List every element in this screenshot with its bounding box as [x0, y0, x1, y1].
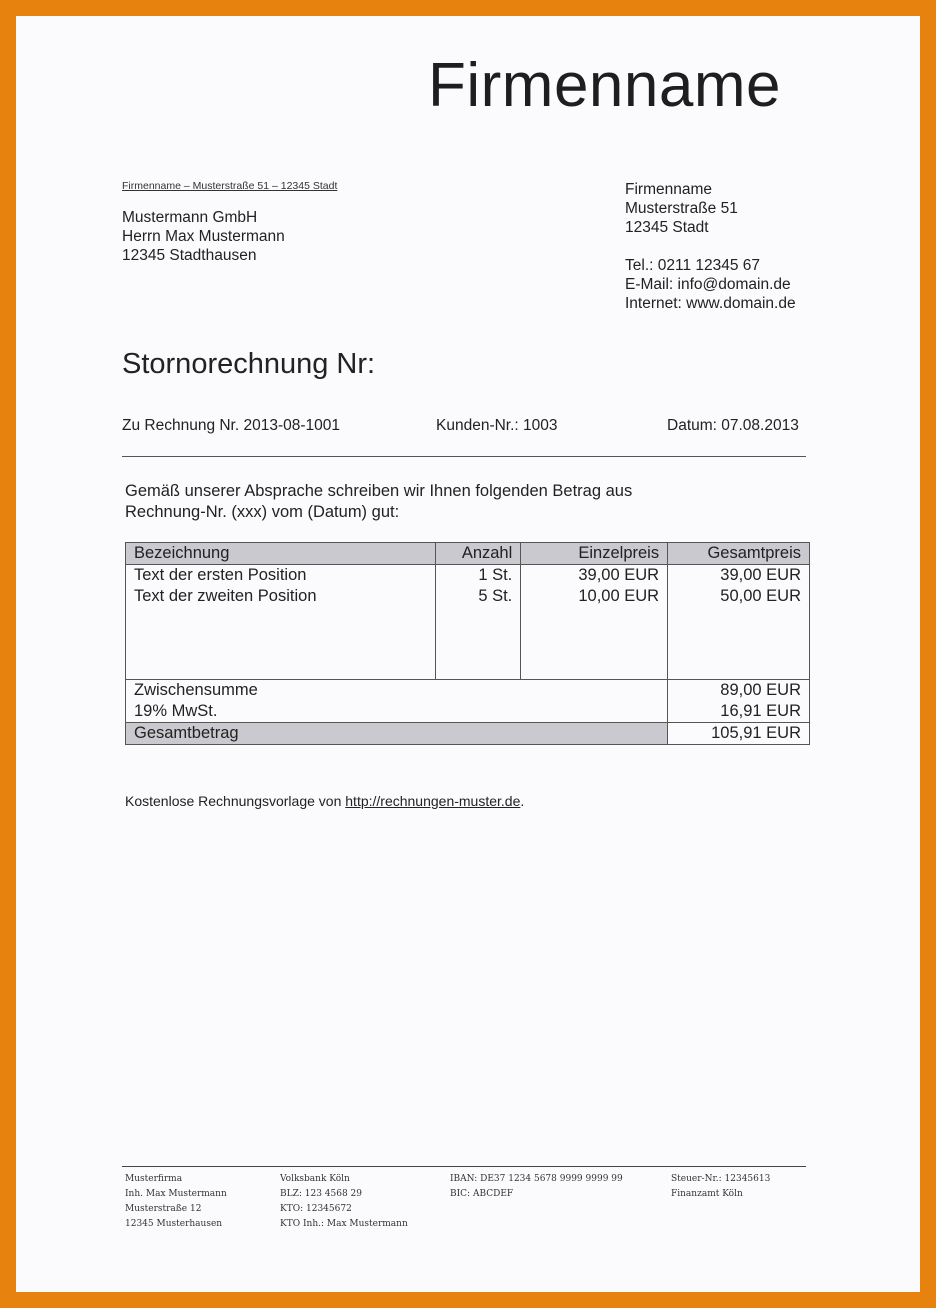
intro-line-2: Rechnung-Nr. (xxx) vom (Datum) gut:: [125, 503, 400, 521]
footer-company: [125, 1172, 227, 1232]
company-street: Musterstraße 51: [625, 200, 738, 217]
template-link[interactable]: http://rechnungen-muster.de: [345, 793, 521, 809]
footer-bank: [280, 1172, 408, 1232]
footer-text: Finanzamt Köln: [671, 1189, 743, 1199]
recipient-line-2: Herrn Max Mustermann: [122, 228, 285, 245]
company-name: Firmenname: [625, 181, 712, 198]
footnote-end: .: [520, 793, 525, 809]
customer-number: Kunden-Nr.: 1003: [436, 417, 558, 434]
company-internet: Internet: www.domain.de: [625, 295, 796, 312]
item-total: 39,00 EUR: [668, 565, 810, 587]
footer-text: Musterstraße 12: [125, 1204, 202, 1214]
vat-label: 19% MwSt.: [126, 701, 668, 723]
item-description: Text der ersten Position: [126, 565, 436, 587]
empty-row: [126, 607, 810, 680]
footer-text: BLZ: 123 4568 29: [280, 1189, 362, 1199]
item-description: Text der zweiten Position: [126, 586, 436, 607]
recipient-address: [122, 208, 285, 265]
item-unit-price: 39,00 EUR: [521, 565, 668, 587]
footnote: [125, 793, 524, 809]
header-anzahl: Anzahl: [436, 543, 521, 565]
subtotal-value: 89,00 EUR: [668, 680, 810, 702]
vat-value: 16,91 EUR: [668, 701, 810, 723]
footer-text: KTO: 12345672: [280, 1204, 352, 1214]
line-items-table: [125, 542, 810, 745]
total-label: Gesamtbetrag: [126, 723, 668, 745]
company-tel: Tel.: 0211 12345 67: [625, 257, 761, 274]
document-title: Stornorechnung Nr:: [122, 348, 376, 380]
subtotal-row: [126, 680, 810, 702]
item-total: 50,00 EUR: [668, 586, 810, 607]
company-email: E-Mail: info@domain.de: [625, 276, 791, 293]
company-city: 12345 Stadt: [625, 219, 709, 236]
intro-text: [125, 481, 632, 523]
footer-text: Inh. Max Mustermann: [125, 1189, 227, 1199]
document-date: Datum: 07.08.2013: [667, 417, 799, 434]
item-quantity: 5 St.: [436, 586, 521, 607]
footnote-text: Kostenlose Rechnungsvorlage von: [125, 793, 346, 809]
total-row: [126, 723, 810, 745]
table-row: [126, 586, 810, 607]
company-brand-heading: Firmenname: [428, 51, 781, 120]
footer-text: Volksbank Köln: [280, 1174, 350, 1184]
vat-row: [126, 701, 810, 723]
footer-text: Steuer-Nr.: 12345613: [671, 1174, 771, 1184]
footer-divider: [122, 1166, 806, 1167]
divider: [122, 456, 806, 457]
footer-text: KTO Inh.: Max Mustermann: [280, 1219, 408, 1229]
item-quantity: 1 St.: [436, 565, 521, 587]
table-row: [126, 565, 810, 587]
invoice-reference: Zu Rechnung Nr. 2013-08-1001: [122, 417, 341, 434]
recipient-line-3: 12345 Stadthausen: [122, 247, 257, 264]
sender-return-address: Firmenname – Musterstraße 51 – 12345 Stadt: [122, 180, 338, 192]
item-unit-price: 10,00 EUR: [521, 586, 668, 607]
header-gesamtpreis: Gesamtpreis: [668, 543, 810, 565]
footer-text: IBAN: DE37 1234 5678 9999 9999 99: [450, 1174, 623, 1184]
total-value: 105,91 EUR: [668, 723, 810, 745]
table-header-row: [126, 543, 810, 565]
footer-iban: [450, 1172, 623, 1202]
header-einzelpreis: Einzelpreis: [521, 543, 668, 565]
footer-text: Musterfirma: [125, 1174, 183, 1184]
header-bezeichnung: Bezeichnung: [126, 543, 436, 565]
footer-text: 12345 Musterhausen: [125, 1219, 223, 1229]
footer-tax: [671, 1172, 770, 1202]
recipient-line-1: Mustermann GmbH: [122, 209, 258, 226]
footer-text: BIC: ABCDEF: [450, 1189, 514, 1199]
subtotal-label: Zwischensumme: [126, 680, 668, 702]
intro-line-1: Gemäß unserer Absprache schreiben wir Ihnen folgenden Betrag aus: [125, 482, 633, 500]
company-contact-block: [625, 180, 796, 313]
